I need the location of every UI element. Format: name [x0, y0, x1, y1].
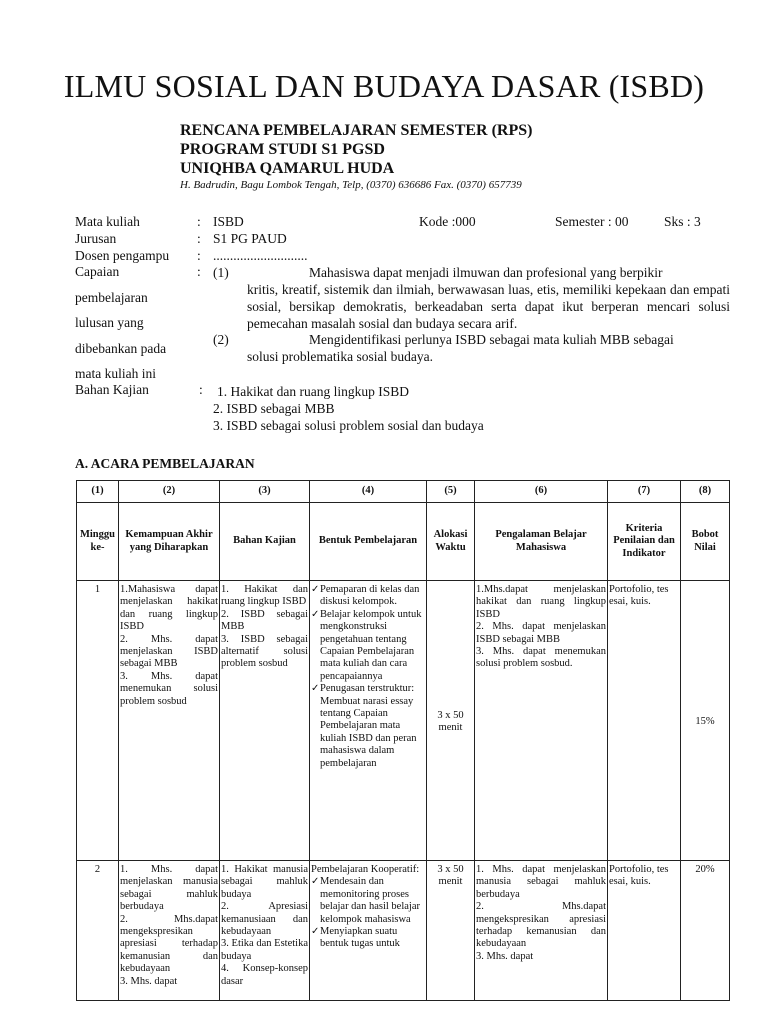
- column-number-row: [77, 481, 730, 503]
- bahan-kajian-label: Bahan Kajian: [75, 382, 149, 397]
- dosen-label: Dosen pengampu: [75, 248, 170, 263]
- table-row: [77, 861, 730, 1001]
- kriteria-cell: Portofolio, tes esai, kuis.: [608, 861, 681, 1001]
- checkmark-item: ✓ Pemaparan di kelas dan diskusi kelompok.: [311, 584, 425, 609]
- column-header: Minggu ke-: [77, 503, 119, 581]
- program-studi: PROGRAM STUDI S1 PGSD: [180, 141, 385, 158]
- checkmark-item: ✓ Mendesain dan memonitoring proses belajar dan hasil belajar kelompok mahasiswa: [311, 876, 425, 926]
- semester-value: Semester : 00: [555, 214, 629, 229]
- column-number: (5): [427, 481, 475, 503]
- bahan-kajian-list: [213, 383, 484, 434]
- section-heading: A. ACARA PEMBELAJARAN: [75, 456, 255, 471]
- column-number: (2): [119, 481, 220, 503]
- column-header: Bentuk Pembelajaran: [310, 503, 427, 581]
- capaian-label-line: pembelajaran: [75, 290, 148, 305]
- checkmark-item: ✓ Belajar kelompok untuk mengkonstruksi pengetahuan tentang Capaian Pembelajaran mata kuliah dan cara pencapaiannya: [311, 609, 425, 683]
- column-number: (7): [608, 481, 681, 503]
- university-name: UNIQHBA QAMARUL HUDA: [180, 160, 395, 177]
- column-number: (3): [220, 481, 310, 503]
- capaian-label-line: lulusan yang: [75, 315, 144, 330]
- document-title: ILMU SOSIAL DAN BUDAYA DASAR (ISBD): [63, 68, 705, 104]
- minggu-cell: 2: [77, 861, 119, 1001]
- column-number: (4): [310, 481, 427, 503]
- column-header: Pengalaman Belajar Mahasiswa: [475, 503, 608, 581]
- mata-kuliah-label: Mata kuliah: [75, 214, 140, 229]
- column-number: (8): [681, 481, 730, 503]
- minggu-cell: 1: [77, 581, 119, 861]
- alokasi-cell: 3 x 50 menit: [427, 861, 475, 1001]
- alokasi-cell: 3 x 50 menit: [427, 581, 475, 861]
- kode-value: Kode :000: [419, 214, 476, 229]
- rps-title: RENCANA PEMBELAJARAN SEMESTER (RPS): [180, 122, 533, 139]
- dosen-value: ............................: [213, 248, 308, 263]
- bentuk-cell: [310, 581, 427, 861]
- pengalaman-cell: 1. Mhs. dapat menjelaskan manusia sebagai mahluk berbudaya 2. Mhs.dapat mengekspresikan apresiasi terhadap kemanusian dan kebudayaan 3. Mhs. dapat: [475, 861, 608, 1001]
- list-item: 2. ISBD sebagai MBB: [213, 401, 335, 416]
- column-header: Bahan Kajian: [220, 503, 310, 581]
- bahan-cell: 1. Hakikat manusia sebagai mahluk budaya 2. Apresiasi kemanusiaan dan kebudayaan 3. Etika dan Estetika budaya 4. Konsep-konsep dasar: [220, 861, 310, 1001]
- list-item: 1. Hakikat dan ruang lingkup ISBD: [217, 384, 409, 399]
- kemampuan-cell: 1.Mahasiswa dapat menjelaskan hakikat dan ruang lingkup ISBD 2. Mhs. dapat menjelaskan ISBD sebagai MBB 3. Mhs. dapat menemukan solusi problem sosbud: [119, 581, 220, 861]
- jurusan-value: S1 PG PAUD: [213, 231, 287, 246]
- bobot-cell: 15%: [681, 581, 730, 861]
- list-item: 3. ISBD sebagai solusi problem sosial dan budaya: [213, 418, 484, 433]
- column-number: (1): [77, 481, 119, 503]
- header-row: [77, 503, 730, 581]
- pengalaman-cell: 1.Mhs.dapat menjelaskan hakikat dan ruang lingkup ISBD 2. Mhs. dapat menjelaskan ISBD sebagai MBB 3. Mhs. dapat menemukan solusi problem sosbud.: [475, 581, 608, 861]
- column-header: Kemampuan Akhir yang Diharapkan: [119, 503, 220, 581]
- column-header: Bobot Nilai: [681, 503, 730, 581]
- capaian-label-line: mata kuliah ini: [75, 366, 156, 381]
- address-line: H. Badrudin, Bagu Lombok Tengah, Telp, (0370) 636686 Fax. (0370) 657739: [180, 179, 522, 191]
- acara-pembelajaran-table: [76, 480, 730, 1001]
- column-number: (6): [475, 481, 608, 503]
- colon: :: [197, 231, 201, 246]
- colon: :: [197, 248, 201, 263]
- bobot-cell: 20%: [681, 861, 730, 1001]
- kriteria-cell: Portofolio, tes esai, kuis.: [608, 581, 681, 861]
- capaian-label-line: dibebankan pada: [75, 341, 167, 356]
- checkmark-item: ✓ Menyiapkan suatu bentuk tugas untuk: [311, 926, 425, 951]
- column-header: Alokasi Waktu: [427, 503, 475, 581]
- capaian-label-line: Capaian: [75, 264, 120, 279]
- jurusan-label: Jurusan: [75, 231, 117, 246]
- colon: :: [197, 214, 201, 229]
- checkmark-item: ✓ Penugasan terstruktur: Membuat narasi essay tentang Capaian Pembelajaran mata kuliah ISBD dan peran mahasiswa dalam pembelajaran: [311, 683, 425, 770]
- bentuk-cell: Pembelajaran Kooperatif: ✓ Mendesain dan memonitoring proses belajar dan hasil belajar kelompok mahasiswa ✓ Menyiapkan suatu bentuk tugas untuk: [310, 861, 427, 1001]
- rps-header: [180, 121, 532, 178]
- bahan-cell: 1. Hakikat dan ruang lingkup ISBD 2. ISBD sebagai MBB 3. ISBD sebagai alternatif solusi problem sosbud: [220, 581, 310, 861]
- sks-value: Sks : 3: [664, 214, 701, 229]
- kemampuan-cell: 1. Mhs. dapat menjelaskan manusia sebagai mahluk berbudaya 2. Mhs.dapat mengekspresikan apresiasi terhadap kemanusian dan kebudayaan 3. Mhs. dapat: [119, 861, 220, 1001]
- table-row: [77, 581, 730, 861]
- mata-kuliah-value: ISBD: [213, 214, 244, 229]
- column-header: Kriteria Penilaian dan Indikator: [608, 503, 681, 581]
